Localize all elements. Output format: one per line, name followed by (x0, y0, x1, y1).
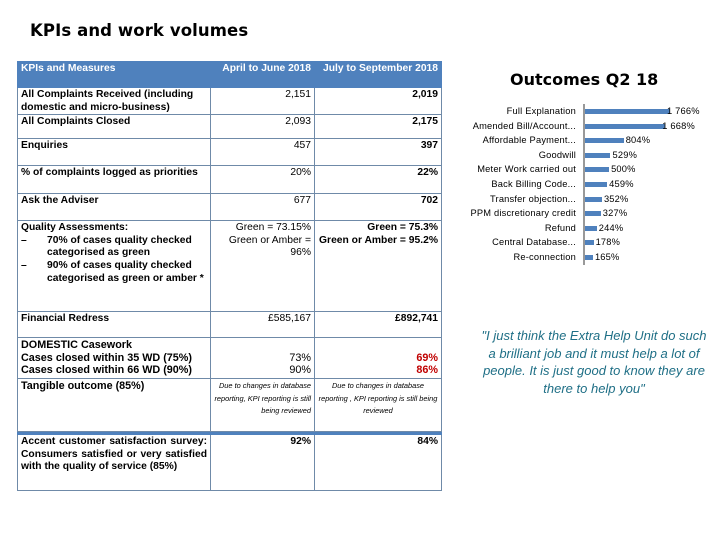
bar (585, 124, 665, 129)
bar-value-label: 165% (594, 252, 620, 262)
quality-heading: Quality Assessments: (21, 222, 129, 234)
bar-category-label: PPM discretionary credit (470, 208, 576, 219)
bar (585, 240, 594, 245)
header-kpis: KPIs and Measures (18, 62, 211, 88)
row-q1: 677 (211, 194, 315, 221)
cases-66wd-q2: 86% (416, 364, 438, 377)
table-row (18, 88, 442, 115)
row-label: % of complaints logged as priorities (18, 166, 211, 194)
bar (585, 153, 610, 158)
chart-title: Outcomes Q2 18 (510, 70, 659, 89)
table-row-quality (18, 221, 442, 312)
chart-bar-row (440, 206, 720, 220)
cases-66wd-label: Cases closed within 66 WD (90%) (21, 364, 192, 377)
chart-bar-row (440, 177, 720, 191)
row-label: All Complaints Closed (18, 115, 211, 139)
row-q2: Due to changes in database reporting , KPI reporting is still being reviewed (315, 379, 442, 432)
row-q1 (211, 338, 315, 379)
table-row (18, 379, 442, 432)
row-label (18, 221, 211, 312)
bar-category-label: Re-connection (513, 252, 576, 262)
chart-bar-row (440, 148, 720, 162)
table-header-row (18, 62, 442, 88)
dash-bullet: – (21, 234, 27, 246)
bar-value-label: 327% (602, 208, 628, 219)
row-label: All Complaints Received (including domestic and micro-business) (18, 88, 211, 115)
bar-value-label: 804% (625, 135, 651, 146)
dash-bullet: – (21, 259, 27, 271)
quality-criterion (21, 260, 207, 285)
bar-category-label: Affordable Payment... (482, 135, 576, 146)
cases-35wd-q2: 69% (416, 351, 438, 364)
bar-value-label: 1 766% (667, 106, 700, 116)
row-q2: 2,175 (315, 115, 442, 139)
row-q1: 457 (211, 139, 315, 166)
bar-value-label: 529% (612, 149, 638, 160)
chart-bar-row (440, 235, 720, 249)
row-q1 (211, 221, 315, 312)
chart-bar-row (440, 119, 720, 133)
cases-66wd-q1: 90% (289, 364, 311, 377)
row-q2: 397 (315, 139, 442, 166)
bar-category-label: Refund (544, 222, 576, 233)
row-label: Financial Redress (18, 312, 211, 338)
criterion-text: 70% of cases quality checked categorised as green (47, 234, 192, 259)
quality-green-q1: Green = 73.15% (235, 222, 311, 234)
bar-category-label: Goodwill (538, 149, 576, 160)
domestic-heading: DOMESTIC Casework (21, 339, 132, 352)
quality-criteria-list (21, 235, 207, 285)
row-label: Tangible outcome (85%) (18, 379, 211, 432)
bar-category-label: Central Database... (492, 237, 576, 248)
bar-value-label: 1 668% (662, 120, 696, 131)
row-label (18, 338, 211, 379)
bar-value-label: 244% (598, 222, 624, 233)
row-q2 (315, 221, 442, 312)
row-q1: 92% (211, 435, 315, 491)
row-label: Accent customer satisfaction survey: Consumers satisfied or very satisfied with the quality of service (85%) (18, 435, 211, 491)
bar (585, 255, 593, 260)
chart-bar-row (440, 162, 720, 176)
row-q1: 2,093 (211, 115, 315, 139)
bar-value-label: 459% (609, 179, 634, 189)
customer-quote: "I just think the Extra Help Unit do such a brilliant job and it must help a lot of people. It is just good to know they are there to help you" (481, 328, 707, 396)
bar-category-label: Amended Bill/Account... (472, 120, 576, 131)
bar (585, 211, 601, 216)
quality-green-q2: Green = 75.3% (367, 222, 438, 234)
chart-bar-row (440, 221, 720, 235)
bar-value-label: 352% (603, 193, 629, 204)
quality-amber-q2: Green or Amber = 95.2% (319, 234, 438, 246)
row-q1: £585,167 (211, 312, 315, 338)
criterion-text: 90% of cases quality checked categorised as green or amber * (47, 259, 204, 284)
table-row-domestic (18, 338, 442, 379)
header-q2: July to September 2018 (315, 62, 442, 88)
row-q2: 84% (315, 435, 442, 491)
table-row (18, 115, 442, 139)
bar-value-label: 178% (595, 237, 621, 248)
bar (585, 197, 602, 202)
kpi-table (17, 61, 442, 491)
bar-value-label: 500% (611, 164, 636, 175)
row-q2: £892,741 (315, 312, 442, 338)
row-label: Enquiries (18, 139, 211, 166)
row-q1: 20% (211, 166, 315, 194)
chart-bar-row (440, 133, 720, 147)
row-q2: 2,019 (315, 88, 442, 115)
bar (585, 167, 609, 172)
row-label: Ask the Adviser (18, 194, 211, 221)
chart-bar-row (440, 250, 720, 264)
quality-amber-q1: Green or Amber = 96% (228, 234, 311, 259)
row-q2: 22% (315, 166, 442, 194)
row-q1: 2,151 (211, 88, 315, 115)
chart-bar-row (440, 104, 720, 118)
cases-35wd-q1: 73% (289, 351, 311, 364)
table-row (18, 166, 442, 194)
row-q2: 702 (315, 194, 442, 221)
bar (585, 138, 624, 143)
table-row (18, 139, 442, 166)
bar-category-label: Full Explanation (506, 106, 576, 116)
cases-35wd-label: Cases closed within 35 WD (75%) (21, 351, 192, 364)
bar-category-label: Meter Work carried out (477, 164, 576, 175)
table-row (18, 435, 442, 491)
bar-category-label: Transfer objection... (489, 193, 576, 204)
page-title: KPIs and work volumes (30, 21, 249, 40)
outcomes-bar-chart (440, 102, 720, 267)
header-q1: April to June 2018 (211, 62, 315, 88)
bar-category-label: Back Billing Code... (491, 179, 576, 189)
row-q1: Due to changes in database reporting, KPI reporting is still being reviewed (211, 379, 315, 432)
quality-criterion (21, 235, 207, 260)
bar (585, 182, 607, 187)
bar (585, 109, 670, 114)
row-q2 (315, 338, 442, 379)
table-row (18, 312, 442, 338)
chart-bar-row (440, 192, 720, 206)
bar (585, 226, 597, 231)
table-row (18, 194, 442, 221)
